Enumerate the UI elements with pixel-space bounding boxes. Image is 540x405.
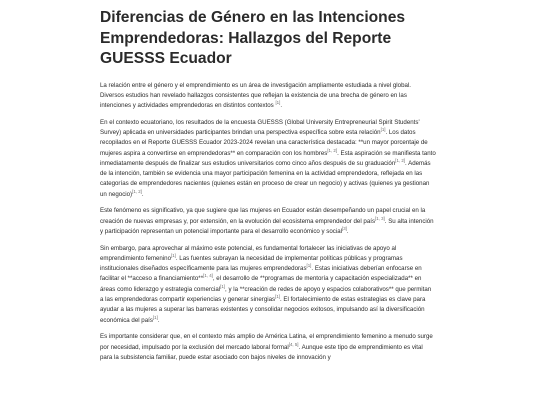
paragraph	[100, 118, 436, 200]
paragraph	[100, 81, 436, 112]
paragraph-text: En el contexto ecuatoriano, los resultados de la encuesta GUESSS (Global University Entrepreneurial Spirit Students' Survey) aplicada en universidades participantes brindan una perspectiva específica sobre esta relación	[100, 118, 420, 136]
paragraph-text: La relación entre el género y el emprendimiento es un área de investigación ampliamente estudiada a nivel global. Diversos estudios han revelado hallazgos consistentes que reflejan la existencia de una brecha de género en las intenciones y actividades emprendedoras en distintos contextos	[100, 81, 411, 110]
citation-ref: [1, 3]	[375, 215, 385, 221]
paragraph-text: .	[280, 102, 283, 110]
paragraph-text: Es importante considerar que, en el contexto más amplio de América Latina, el emprendimiento femenino a menudo surge por necesidad, impulsado por la exclusión del mercado laboral formal	[100, 333, 433, 351]
citation-ref: [1, 2]	[395, 157, 406, 163]
citation-ref: [1]	[306, 263, 312, 269]
paragraph-text: . Aunque este tipo de emprendimiento es vital para la subsistencia familiar, puede estar asociado con bajos niveles de innovación y	[100, 343, 423, 361]
paragraph-text: , el desarrollo de **programas de mentoría y capacitación especializada** en áreas como liderazgo y estrategia comercial	[100, 275, 422, 293]
paragraph	[100, 244, 436, 326]
paragraph-text: .	[157, 316, 160, 324]
citation-ref: [1]	[380, 126, 386, 132]
citation-ref: [1]	[275, 293, 280, 299]
paragraph-text: .	[346, 227, 349, 235]
citation-ref: [1]	[220, 283, 226, 289]
citation-ref: [4, 5]	[288, 341, 299, 347]
paragraph	[100, 206, 436, 237]
citation-ref: [1, 4]	[203, 273, 213, 279]
paragraph-text: . Su alta intención y participación representan un potencial importante para el desarrollo económico y social	[100, 217, 434, 235]
paragraph	[100, 332, 436, 363]
paragraph-text: . Esta aspiración se manifiesta tanto inmediatamente después de finalizar sus estudios universitarios como cinco años después de su graduación	[100, 149, 436, 167]
paragraph-text: . Los datos recopilados en el Reporte GUESSS Ecuador 2023-2024 revelan una característica destacada: **un mayor porcentaje de mujeres aspira a convertirse en emprendedoras** en comparación con los hombres	[100, 128, 428, 157]
paragraph-text: .	[141, 190, 144, 198]
paragraph-text: . Las fuentes subrayan la necesidad de implementar políticas públicas y programas institucionales diseñados específicamente para las mujeres emprendedoras	[100, 254, 403, 273]
paragraph-text: . El fortalecimiento de estas estrategias es clave para ayudar a las mujeres a superar las barreras existentes y consolidar negocios exitosos, impulsando así la diversificación económica del país	[100, 296, 426, 324]
paragraph-text: , y la **creación de redes de apoyo y espacios colaborativos** que permitan a las emprendedoras compartir experiencias y generar sinergias	[100, 285, 432, 304]
citation-ref: [1]	[152, 314, 158, 320]
document-title: Diferencias de Género en las Intenciones Emprendedoras: Hallazgos del Reporte GUESSS Ecuador	[100, 9, 406, 67]
paragraph-text: Sin embargo, para aprovechar al máximo este potencial, es fundamental fortalecer las iniciativas de apoyo al emprendimiento femenino	[100, 244, 397, 262]
citation-ref: [1]	[275, 100, 281, 106]
document-body	[100, 81, 436, 364]
paragraph-text: Este fenómeno es significativo, ya que sugiere que las mujeres en Ecuador están desempeñando un papel crucial en la creación de nuevas empresas y, por extensión, en la evolución del ecosistema emprendedor del país	[100, 207, 426, 225]
citation-ref: [1, 2]	[132, 188, 142, 194]
citation-ref: [3]	[342, 225, 347, 231]
citation-ref: [1, 2]	[327, 147, 338, 153]
paragraph-text: . Además de la intención, también se evidencia una mayor participación femenina en la actividad emprendedora, reflejada en las categorías de emprendedores nacientes (quienes están en proceso de crear un negocio) y activas (quienes ya gestionan un negocio)	[100, 159, 431, 198]
paragraph-text: . Estas iniciativas deberían enfocarse en facilitar el **acceso a financiamiento**	[100, 265, 422, 283]
citation-ref: [1]	[171, 252, 176, 258]
